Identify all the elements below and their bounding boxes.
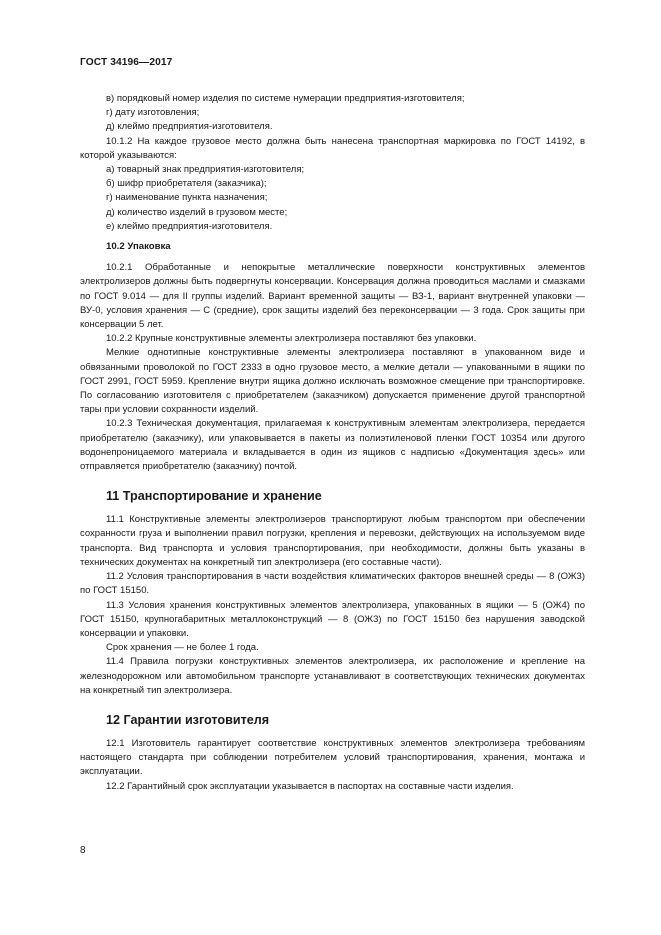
paragraph-11-2: 11.2 Условия транспортирования в части воздействия климатических факторов внешней среды — 8 (ОЖ3) по ГОСТ 15150. [80, 571, 585, 597]
paragraph-10-2-3: 10.2.3 Техническая документация, прилагаемая к конструктивным элементам электролизера, передается приобретателю (заказчику), или упаковывается в пакеты из полиэтиленовой пленки ГОСТ 10354 или другого водонепроницаемого материала и вкладывается в один из ящиков с надписью «Документация здесь» или отправляется приобретателю (заказчику) почтой. [80, 418, 585, 473]
paragraph-10-2-2-continued: Мелкие однотипные конструктивные элементы электролизера поставляют в упакованном виде и обвязанными проволокой по ГОСТ 2333 в одно грузовое место, а мелкие детали — упакованными в ящики по ГОСТ 2991, ГОСТ 5959. Крепление внутри ящика должно исключать возможное смещение при транспортировке. По согласованию изготовителя с приобретателем (заказчиком) допускается применение другой транспортной тары при условии сохранности изделий. [80, 347, 585, 416]
paragraph-11-4: 11.4 Правила погрузки конструктивных элементов электролизера, их расположение и крепление на железнодорожном или автомобильном транспорте устанавливают в соответствующих технических документах на конкретный тип электролизера. [80, 656, 585, 696]
paragraph-11-3-storage: Срок хранения — не более 1 года. [106, 642, 259, 654]
list-item: д) клеймо предприятия-изготовителя. [106, 121, 273, 133]
list-item: г) дату изготовления; [106, 107, 200, 119]
paragraph-11-1: 11.1 Конструктивные элементы электролизеров транспортируют любым транспортом при обеспечении сохранности груза и выполнении правил погрузки, крепления и перевозки, действующих на используемом виде транспорта. Вид транспорта и условия транспортирования, при необходимости, должны быть указаны в технических документах на конкретный тип электролизера (его составные части). [80, 514, 585, 568]
paragraph-10-1-2: 10.1.2 На каждое грузовое место должна быть нанесена транспортная маркировка по ГОСТ 14192, в которой указываются: [80, 135, 585, 161]
list-item: г) наименование пункта назначения; [106, 192, 268, 204]
list-item: б) шифр приобретателя (заказчика); [106, 178, 267, 190]
section-heading-11: 11 Транспортирование и хранение [106, 489, 322, 504]
list-item: д) количество изделий в грузовом месте; [106, 206, 288, 218]
paragraph-12-1: 12.1 Изготовитель гарантирует соответствие конструктивных элементов электролизера требованиям настоящего стандарта при соблюдении потребителем условий транспортирования, хранения, монтажа и эксплуатации. [80, 737, 585, 778]
list-item: а) товарный знак предприятия-изготовителя; [106, 164, 305, 176]
paragraph-11-3: 11.3 Условия хранения конструктивных элементов электролизера, упакованных в ящики — 5 (ОЖ4) по ГОСТ 15150, крупногабаритных металлоконструкций — 8 (ОЖ3) по ГОСТ 15150 без нарушения заводской консервации и упаковки. [80, 599, 585, 639]
list-item: е) клеймо предприятия-изготовителя. [106, 220, 273, 232]
paragraph-10-2-2: 10.2.2 Крупные конструктивные элементы электролизера поставляют без упаковки. [106, 333, 477, 345]
document-header: ГОСТ 34196—2017 [80, 57, 173, 68]
paragraph-10-2-1: 10.2.1 Обработанные и непокрытые металлические поверхности конструктивных элементов электролизеров должны быть подвергнуты консервации. Консервация должна проводиться маслами и смазками по ГОСТ 9.014 — для II группы изделий. Вариант временной защиты — ВЗ-1, вариант внутренней упаковки — ВУ-0, условия хранения — С (средние), срок защиты изделий без переконсервации — 3 года. Срок защиты при консервации 5 лет. [80, 262, 585, 331]
list-item: в) порядковый номер изделия по системе нумерации предприятия-изготовителя; [106, 93, 465, 104]
section-heading-12: 12 Гарантии изготовителя [106, 712, 270, 727]
paragraph-12-2: 12.2 Гарантийный срок эксплуатации указывается в паспортах на составные части изделия. [106, 780, 514, 792]
subsection-heading-10-2: 10.2 Упаковка [106, 241, 171, 253]
page-number: 8 [80, 845, 86, 856]
document-body [80, 92, 585, 794]
